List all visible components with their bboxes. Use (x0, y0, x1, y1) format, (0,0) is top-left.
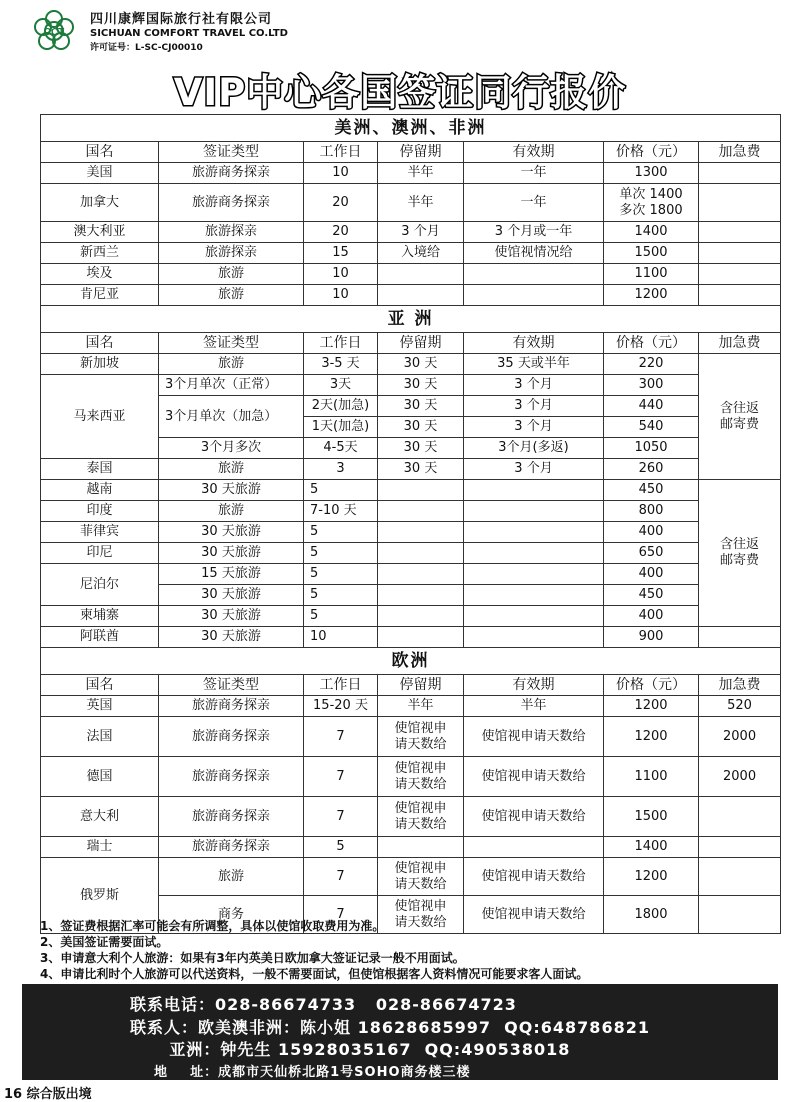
table-cell: 旅游商务探亲 (159, 837, 304, 858)
table-cell (464, 501, 604, 522)
table-row (41, 243, 781, 264)
column-header: 价格（元） (604, 142, 699, 163)
table-cell (378, 480, 464, 501)
table-cell: 3 个月 (378, 222, 464, 243)
column-header: 价格（元） (604, 675, 699, 696)
table-cell: 400 (604, 522, 699, 543)
table-cell (464, 285, 604, 306)
section-title: 欧洲 (41, 648, 781, 675)
table-cell: 5 (304, 606, 378, 627)
table-cell: 旅游 (159, 264, 304, 285)
column-header: 工作日 (304, 675, 378, 696)
column-header: 签证类型 (159, 142, 304, 163)
table-cell: 400 (604, 564, 699, 585)
table-cell (699, 837, 781, 858)
table-cell (699, 858, 781, 896)
column-header: 有效期 (464, 333, 604, 354)
table-cell: 4-5天 (304, 438, 378, 459)
header-row (41, 142, 781, 163)
table-cell (699, 285, 781, 306)
column-header: 工作日 (304, 333, 378, 354)
table-cell: 旅游 (159, 501, 304, 522)
table-cell: 30 天旅游 (159, 543, 304, 564)
table-cell: 1100 (604, 757, 699, 797)
column-header: 签证类型 (159, 675, 304, 696)
table-cell: 15 天旅游 (159, 564, 304, 585)
table-cell: 旅游商务探亲 (159, 163, 304, 184)
page-title: VIP中心各国签证同行报价 (173, 71, 627, 114)
country-name: 柬埔寨 (41, 606, 159, 627)
section-title: 亚 洲 (41, 306, 781, 333)
table-cell: 7 (304, 858, 378, 896)
table-row (41, 606, 781, 627)
table-cell (378, 564, 464, 585)
table-cell: 使馆视申 请天数给 (378, 896, 464, 934)
table-cell (464, 627, 604, 648)
table-cell (464, 606, 604, 627)
table-cell: 旅游商务探亲 (159, 757, 304, 797)
country-name: 马来西亚 (41, 375, 159, 459)
table-cell: 加拿大 (41, 184, 159, 222)
table-cell: 30 天 (378, 417, 464, 438)
table-cell: 440 (604, 396, 699, 417)
table-cell (378, 543, 464, 564)
table-cell: 使馆视申请天数给 (464, 797, 604, 837)
header-row (41, 675, 781, 696)
table-cell (699, 222, 781, 243)
table-cell: 旅游商务探亲 (159, 184, 304, 222)
table-cell: 35 天或半年 (464, 354, 604, 375)
table-row (41, 648, 781, 675)
surcharge-note: 含往返 邮寄费 (699, 354, 781, 480)
table-cell: 1400 (604, 222, 699, 243)
column-header: 签证类型 (159, 333, 304, 354)
country-name: 菲律宾 (41, 522, 159, 543)
table-cell: 一年 (464, 184, 604, 222)
table-cell: 30 天旅游 (159, 480, 304, 501)
table-cell: 泰国 (41, 459, 159, 480)
country-name: 印尼 (41, 543, 159, 564)
table-row (41, 543, 781, 564)
column-header: 停留期 (378, 675, 464, 696)
table-cell: 30 天旅游 (159, 627, 304, 648)
table-cell: 1500 (604, 797, 699, 837)
table-cell (378, 627, 464, 648)
table-row (41, 264, 781, 285)
table-cell: 520 (699, 696, 781, 717)
table-cell (378, 285, 464, 306)
table-cell: 德国 (41, 757, 159, 797)
column-header: 工作日 (304, 142, 378, 163)
table-cell: 1200 (604, 717, 699, 757)
price-table (40, 114, 781, 934)
column-header: 有效期 (464, 675, 604, 696)
company-name-en: SICHUAN COMFORT TRAVEL CO.LTD (90, 28, 288, 39)
table-cell: 3 个月 (464, 375, 604, 396)
table-cell (378, 501, 464, 522)
table-cell: 美国 (41, 163, 159, 184)
table-cell: 一年 (464, 163, 604, 184)
table-cell: 260 (604, 459, 699, 480)
logo-text: CCT (43, 27, 65, 38)
country-name: 俄罗斯 (41, 858, 159, 934)
contact-phone: 联系电话：028-86674733 028-86674723 (130, 995, 517, 1014)
table-cell: 450 (604, 585, 699, 606)
table-cell: 旅游商务探亲 (159, 696, 304, 717)
table-cell (699, 627, 781, 648)
section-title: 美洲、澳洲、非洲 (41, 115, 781, 142)
table-row (41, 459, 781, 480)
contact-panel (22, 984, 778, 1080)
table-cell: 1200 (604, 285, 699, 306)
table-cell: 使馆视情况给 (464, 243, 604, 264)
table-cell: 旅游 (159, 354, 304, 375)
table-row (41, 285, 781, 306)
table-cell (699, 896, 781, 934)
table-cell: 5 (304, 480, 378, 501)
table-cell: 使馆视申 请天数给 (378, 797, 464, 837)
table-cell: 2天(加急) (304, 396, 378, 417)
table-cell: 旅游探亲 (159, 243, 304, 264)
table-cell: 3个月单次（正常） (159, 375, 304, 396)
table-cell: 意大利 (41, 797, 159, 837)
contact-person-1: 联系人：欧美澳非洲：陈小姐 18628685997 QQ:648786821 (130, 1018, 650, 1037)
table-cell: 10 (304, 627, 378, 648)
column-header: 加急费 (699, 142, 781, 163)
table-cell (464, 543, 604, 564)
table-cell: 使馆视申请天数给 (464, 717, 604, 757)
table-cell: 埃及 (41, 264, 159, 285)
table-row (41, 837, 781, 858)
table-cell: 220 (604, 354, 699, 375)
table-cell: 3 (304, 459, 378, 480)
table-row (41, 564, 781, 585)
table-row (41, 501, 781, 522)
table-cell: 1400 (604, 837, 699, 858)
table-cell (378, 522, 464, 543)
table-cell: 900 (604, 627, 699, 648)
table-cell: 10 (304, 163, 378, 184)
table-cell: 30 天旅游 (159, 522, 304, 543)
table-cell: 瑞士 (41, 837, 159, 858)
cct-logo-icon (28, 8, 80, 54)
table-cell: 旅游商务探亲 (159, 717, 304, 757)
notes (40, 918, 588, 982)
table-cell: 30 天旅游 (159, 585, 304, 606)
table-cell (464, 480, 604, 501)
table-cell: 30 天 (378, 375, 464, 396)
table-cell: 5 (304, 585, 378, 606)
table-cell: 3-5 天 (304, 354, 378, 375)
table-cell: 1200 (604, 696, 699, 717)
column-header: 国名 (41, 675, 159, 696)
table-cell: 使馆视申 请天数给 (378, 858, 464, 896)
table-cell: 3个月多次 (159, 438, 304, 459)
table-cell: 30 天 (378, 354, 464, 375)
country-name: 印度 (41, 501, 159, 522)
table-cell: 使馆视申请天数给 (464, 858, 604, 896)
table-cell: 7 (304, 797, 378, 837)
table-row (41, 480, 781, 501)
table-cell: 1500 (604, 243, 699, 264)
table-cell (699, 797, 781, 837)
table-cell (464, 264, 604, 285)
table-cell: 7 (304, 757, 378, 797)
column-header: 国名 (41, 333, 159, 354)
table-cell: 300 (604, 375, 699, 396)
table-cell: 10 (304, 264, 378, 285)
table-cell: 15 (304, 243, 378, 264)
column-header: 停留期 (378, 142, 464, 163)
contact-person-2: 亚洲：钟先生 15928035167 QQ:490538018 (130, 1040, 571, 1059)
table-cell: 30 天 (378, 438, 464, 459)
table-cell: 1050 (604, 438, 699, 459)
table-cell: 2000 (699, 757, 781, 797)
table-cell: 半年 (378, 184, 464, 222)
column-header: 加急费 (699, 333, 781, 354)
contact-address: 地 址：成都市天仙桥北路1号SOHO商务楼三楼 (154, 1065, 471, 1080)
table-cell: 旅游 (159, 858, 304, 896)
table-cell (464, 837, 604, 858)
table-cell (699, 184, 781, 222)
table-cell: 英国 (41, 696, 159, 717)
table-cell: 新西兰 (41, 243, 159, 264)
table-cell (699, 243, 781, 264)
table-cell: 旅游探亲 (159, 222, 304, 243)
table-cell (378, 264, 464, 285)
country-name: 阿联酋 (41, 627, 159, 648)
table-cell: 5 (304, 522, 378, 543)
table-cell: 3 个月或一年 (464, 222, 604, 243)
table-cell (378, 585, 464, 606)
table-cell: 旅游商务探亲 (159, 797, 304, 837)
table-cell: 使馆视申 请天数给 (378, 757, 464, 797)
column-header: 国名 (41, 142, 159, 163)
table-cell: 入境给 (378, 243, 464, 264)
note-item: 3、申请意大利个人旅游：如果有3年内英美日欧加拿大签证记录一般不用面试。 (40, 951, 465, 965)
table-cell: 1800 (604, 896, 699, 934)
table-cell: 3个月单次（加急） (159, 396, 304, 438)
note-item: 1、签证费根据汇率可能会有所调整，具体以使馆收取费用为准。 (40, 919, 385, 933)
table-cell: 7 (304, 896, 378, 934)
table-row (41, 627, 781, 648)
table-cell: 新加坡 (41, 354, 159, 375)
table-row (41, 184, 781, 222)
table-cell (699, 163, 781, 184)
column-header: 有效期 (464, 142, 604, 163)
table-cell: 2000 (699, 717, 781, 757)
table-cell: 单次 1400 多次 1800 (604, 184, 699, 222)
table-cell: 1300 (604, 163, 699, 184)
note-item: 2、美国签证需要面试。 (40, 935, 169, 949)
table-row (41, 354, 781, 375)
table-row (41, 522, 781, 543)
table-cell (378, 606, 464, 627)
country-name: 越南 (41, 480, 159, 501)
table-cell: 1100 (604, 264, 699, 285)
table-row (41, 757, 781, 797)
table-row (41, 696, 781, 717)
table-cell: 旅游 (159, 459, 304, 480)
table-cell: 澳大利亚 (41, 222, 159, 243)
table-row (41, 115, 781, 142)
table-cell: 20 (304, 184, 378, 222)
note-item: 4、申请比利时个人旅游可以代送资料，一般不需要面试，但使馆根据客人资料情况可能要求客人面试。 (40, 967, 589, 981)
surcharge-note: 含往返 邮寄费 (699, 480, 781, 627)
table-cell: 7-10 天 (304, 501, 378, 522)
table-cell: 15-20 天 (304, 696, 378, 717)
table-cell: 3 个月 (464, 417, 604, 438)
table-cell: 540 (604, 417, 699, 438)
table-cell: 400 (604, 606, 699, 627)
table-cell: 半年 (378, 163, 464, 184)
table-cell: 30 天旅游 (159, 606, 304, 627)
table-cell: 650 (604, 543, 699, 564)
table-row (41, 717, 781, 757)
page-footer: 16 综合版出境 (4, 1087, 92, 1102)
table-cell: 5 (304, 543, 378, 564)
table-cell (464, 522, 604, 543)
table-cell: 20 (304, 222, 378, 243)
table-cell: 3天 (304, 375, 378, 396)
column-header: 停留期 (378, 333, 464, 354)
column-header: 价格（元） (604, 333, 699, 354)
table-cell: 肯尼亚 (41, 285, 159, 306)
table-cell (464, 564, 604, 585)
table-cell (464, 585, 604, 606)
table-cell: 使馆视申请天数给 (464, 896, 604, 934)
table-cell: 使馆视申 请天数给 (378, 717, 464, 757)
company-info (90, 8, 288, 53)
table-cell: 7 (304, 717, 378, 757)
table-row (41, 858, 781, 896)
table-cell: 3 个月 (464, 396, 604, 417)
table-cell: 10 (304, 285, 378, 306)
table-cell: 使馆视申请天数给 (464, 757, 604, 797)
country-name: 尼泊尔 (41, 564, 159, 606)
table-cell (699, 264, 781, 285)
header-row (41, 333, 781, 354)
table-cell: 450 (604, 480, 699, 501)
table-cell: 法国 (41, 717, 159, 757)
table-cell: 旅游 (159, 285, 304, 306)
table-cell: 1天(加急) (304, 417, 378, 438)
table-row (41, 222, 781, 243)
license-number: 许可证号：L-SC-CJ00010 (90, 43, 203, 53)
table-cell (378, 837, 464, 858)
table-cell: 半年 (464, 696, 604, 717)
company-name-cn: 四川康辉国际旅行社有限公司 (90, 12, 273, 27)
table-cell: 30 天 (378, 459, 464, 480)
table-cell: 1200 (604, 858, 699, 896)
table-cell: 5 (304, 564, 378, 585)
table-cell: 5 (304, 837, 378, 858)
table-cell: 30 天 (378, 396, 464, 417)
table-row (41, 163, 781, 184)
table-cell: 800 (604, 501, 699, 522)
table-cell: 半年 (378, 696, 464, 717)
table-cell: 商务 (159, 896, 304, 934)
table-row (41, 306, 781, 333)
table-cell: 3个月(多返) (464, 438, 604, 459)
table-row (41, 375, 781, 396)
column-header: 加急费 (699, 675, 781, 696)
header (28, 6, 728, 56)
table-row (41, 797, 781, 837)
table-cell: 3 个月 (464, 459, 604, 480)
